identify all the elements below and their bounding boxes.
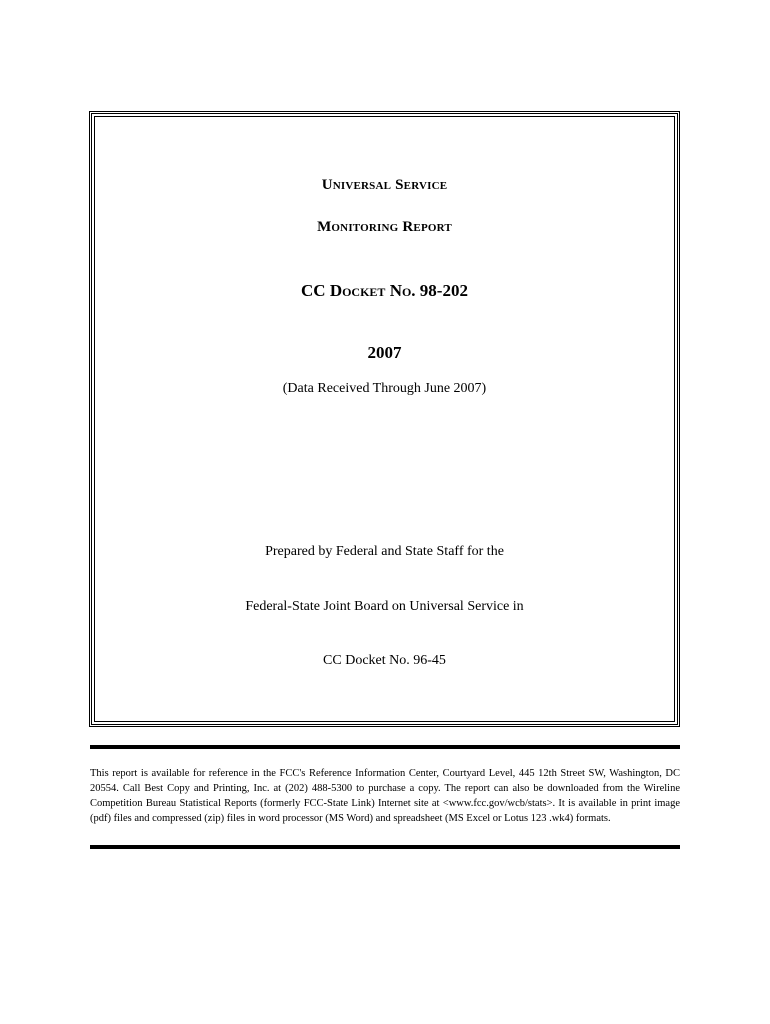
top-rule bbox=[90, 745, 680, 749]
report-year: 2007 bbox=[367, 343, 402, 362]
report-title-line2: Monitoring Report bbox=[317, 219, 452, 235]
data-received-note: (Data Received Through June 2007) bbox=[282, 381, 487, 396]
docket-number: CC Docket No. 98-202 bbox=[301, 281, 468, 300]
availability-notice: This report is available for reference in the FCC's Reference Information Center, Courtyard Level, 445 12th Street SW, Washington, DC 20554. Call Best Copy and Printing, Inc. at (202) 488-5300 to purchase a copy. The report can also be downloaded from the Wireline Competition Bureau Statistical Reports (formerly FCC-State Link) Internet site at <www.fcc.gov/wcb/stats>. It is available in print image (pdf) files and compressed (zip) files in word processor (MS Word) and spreadsheet (MS Excel or Lotus 123 .wk4) formats. bbox=[90, 768, 680, 824]
report-title-line1: Universal Service bbox=[321, 177, 448, 193]
prepared-by-line2: Federal-State Joint Board on Universal Service in bbox=[245, 599, 524, 614]
prepared-by-line1: Prepared by Federal and State Staff for the bbox=[265, 544, 504, 559]
prepared-by-line3: CC Docket No. 96-45 bbox=[323, 653, 446, 668]
title-box bbox=[89, 111, 680, 727]
title-box-inner-border bbox=[94, 116, 675, 722]
bottom-rule bbox=[90, 845, 680, 849]
